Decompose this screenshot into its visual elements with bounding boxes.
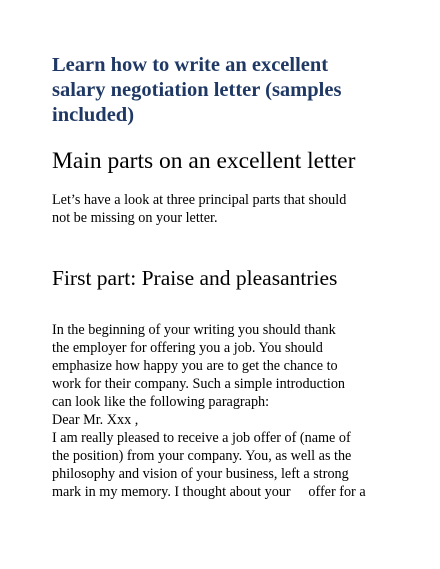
- body-line: work for their company. Such a simple introduction: [52, 376, 346, 392]
- first-part-paragraph: [52, 321, 366, 501]
- title-line: Learn how to write an excellent: [52, 54, 329, 76]
- intro-line: not be missing on your letter.: [52, 210, 218, 226]
- body-line: can look like the following paragraph:: [52, 394, 270, 410]
- body-line: the employer for offering you a job. You should: [52, 340, 323, 356]
- body-line: In the beginning of your writing you should thank: [52, 322, 336, 338]
- title-line: salary negotiation letter (samples: [52, 79, 342, 101]
- body-line: emphasize how happy you are to get the chance to: [52, 358, 338, 374]
- document-title: [52, 53, 412, 128]
- body-line: I am really pleased to receive a job offer of (name of: [52, 430, 351, 446]
- body-line: philosophy and vision of your business, left a strong: [52, 466, 349, 482]
- first-part-heading: First part: Praise and pleasantries: [52, 266, 338, 290]
- salutation-line: Dear Mr. Xxx ,: [52, 412, 139, 428]
- body-line: the position) from your company. You, as well as the: [52, 448, 352, 464]
- main-parts-heading: Main parts on an excellent letter: [52, 148, 356, 174]
- body-line: mark in my memory. I thought about your offer for a: [52, 484, 366, 500]
- intro-line: Let’s have a look at three principal parts that should: [52, 192, 347, 208]
- intro-paragraph: [52, 191, 346, 227]
- title-line: included): [52, 104, 135, 126]
